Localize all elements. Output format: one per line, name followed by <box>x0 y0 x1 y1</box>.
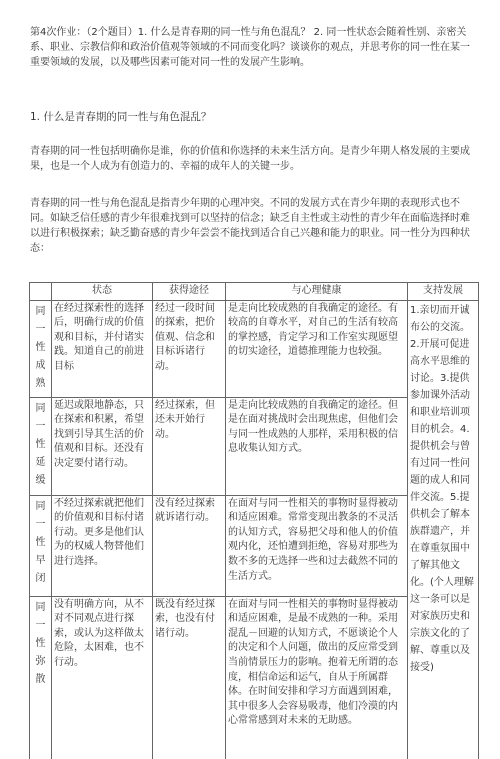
paragraph-identity-confusion: 青春期的同一性与角色混乱是指青少年期的心理冲突。不同的发展方式在青少年期的表现形式也不同。如缺乏信任感的青少年很难找到可以坚持的信念；缺乏自主性或主动性的青少年在面临选择时难以进行积极探索；缺乏勤奋感的青少年尝尝不能找到适合自己兴趣和能力的职业。同一性分为四种状态： <box>30 198 470 254</box>
state-cell: 没有明确方向，从不对不同观点进行探索，或认为这样做太危险，太困难，也不行动。 <box>52 596 153 759</box>
status-name: 同一性延缓 <box>35 402 46 486</box>
header-cell: 支持发展 <box>408 283 479 301</box>
status-name: 同一性弥散 <box>35 601 46 685</box>
health-cell: 在面对与同一性相关的事物时显得被动和适应困难。常常变现出教条的不灵活的认知方式，容易把父母和他人的价值观内化，还怕遭到拒绝，容易对那些为数不多的无选择一些和过去截然不同的生活方式。 <box>226 495 408 596</box>
status-name-cell <box>30 495 52 596</box>
health-cell: 是走向比较成熟的自我确定的途径。但是在面对挑战时会出现焦虑，但他们会与同一性成熟的人那样，采用积极的信息收集认知方式。 <box>226 397 408 495</box>
status-name: 同一性成熟 <box>35 305 46 389</box>
state-cell: 延迟或限地静态，只在探索和积累，希望找到引导其生活的价值观和目标。还没有决定要付诸行动。 <box>52 397 153 495</box>
health-cell: 是走向比较成熟的自我确定的途径。有较高的自尊水平，对自己的生活有较高的掌控感，肯定学习和工作室实现愿望的切实途径，道德推理能力也较强。 <box>226 300 408 397</box>
status-name-cell <box>30 397 52 495</box>
identity-status-table <box>29 282 479 759</box>
status-name-cell <box>30 300 52 397</box>
state-cell: 不经过探索就把他们的价值观和目标付诸行动。更多是他们认为的权威人物替他们进行选择。 <box>52 495 153 596</box>
header-cell: 与心理健康 <box>226 283 408 301</box>
status-name-cell <box>30 596 52 759</box>
table-row <box>30 300 479 397</box>
path-cell: 既没有经过探索，也没有付诸行动。 <box>153 596 226 759</box>
path-cell: 经过一段时间的探索，把价值观、信念和目标诉诸行动。 <box>153 300 226 397</box>
header-cell: 获得途径 <box>153 283 226 301</box>
support-cell: 1.亲切而开诚布公的交流。2.开展可促进高水平思维的讨论。3.提供参加课外活动和职业培训项目的机会。4.提供机会与曾有过同一性问题的成人和同伴交流。5.提供机会了解本族群遗产，并在尊重氛围中了解其他文化。(个人理解这一条可以是对家族历史和宗族文化的了解、尊重以及接受) <box>408 300 479 759</box>
header-cell <box>30 283 52 301</box>
header-cell: 状态 <box>52 283 153 301</box>
status-name: 同一性早闭 <box>35 500 46 584</box>
assignment-prompt: 第4次作业：（2个题目）1. 什么是青春期的同一性与角色混乱？ 2. 同一性状态会随着性别、亲密关系、职业、宗教信仰和政治价值观等领域的不同而变化吗？谈谈你的观点，并思考你的同一性在某一重要领域的发展，以及哪些因素可能对同一性的发展产生影响。 <box>30 27 470 68</box>
path-cell: 没有经过探索就诉诸行动。 <box>153 495 226 596</box>
table-header-row <box>30 283 479 301</box>
state-cell: 在经过探索性的选择后，明确行成的价值观和目标，并付诸实践。知道自己的前进目标 <box>52 300 153 397</box>
health-cell: 在面对与同一性相关的事物时显得被动和适应困难，是最不成熟的一种。采用混乱－回避的认知方式，不愿谈论个人的决定和个人问题，做出的反应常受到当前情景压力的影响。抱着无所谓的态度，相信命运和运气，自从于所属群体。在时间安排和学习方面遇到困难，其中很多人会容易吸毒，他们冷漠的内心常常感到对未来的无助感。 <box>226 596 408 759</box>
section-heading: 1. 什么是青春期的同一性与角色混乱？ <box>30 111 212 123</box>
paragraph-identity-definition: 青春期的同一性包括明确你是谁，你的价值和你选择的未来生活方向。是青少年期人格发展的主要成果，也是一个人成为有创造力的、幸福的成年人的关键一步。 <box>30 146 470 172</box>
path-cell: 经过探索，但还未开始行动。 <box>153 397 226 495</box>
